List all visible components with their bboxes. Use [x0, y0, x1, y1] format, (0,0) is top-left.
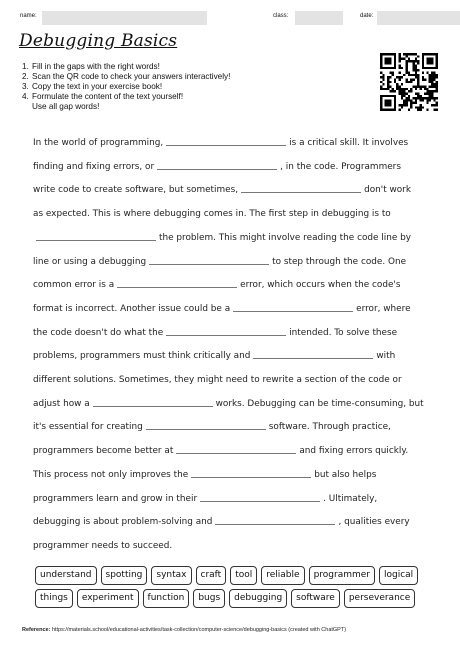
- text-segment: This process not only improves the: [33, 469, 189, 480]
- text-line: [33, 511, 431, 535]
- text-line: [33, 369, 431, 393]
- gap-blank[interactable]: [253, 348, 373, 359]
- instruction-item: 2. Scan the QR code to check your answers interactively!: [22, 72, 231, 81]
- reference-label: Reference:: [22, 627, 51, 633]
- text-segment: and fixing errors quickly.: [299, 446, 409, 457]
- text-segment: it's essential for creating: [33, 422, 143, 433]
- text-line: [33, 203, 431, 227]
- text-line: [33, 322, 431, 346]
- text-segment: programmer needs to succeed.: [33, 540, 173, 551]
- word-chip[interactable]: bugs: [193, 589, 225, 608]
- word-chip[interactable]: craft: [196, 566, 227, 585]
- worksheet-header: [20, 9, 440, 27]
- name-label: name:: [20, 13, 37, 19]
- text-segment: software. Through practice,: [268, 422, 391, 433]
- text-segment: works. Debugging can be time-consuming, but: [215, 398, 424, 409]
- word-chip[interactable]: software: [291, 589, 340, 608]
- class-field[interactable]: [295, 11, 343, 25]
- word-chip[interactable]: function: [143, 589, 190, 608]
- page-title: Debugging Basics: [19, 31, 178, 51]
- text-segment: don't work: [364, 185, 411, 196]
- text-segment: different solutions. Sometimes, they might need to rewrite a section of the code or: [33, 375, 402, 386]
- word-chip[interactable]: perseverance: [344, 589, 415, 608]
- reference-text: https://materials.school/educational-activities/task-collection/computer-science/debugging-basics (created with ChatGPT): [51, 627, 347, 633]
- word-chip[interactable]: debugging: [229, 589, 287, 608]
- text-line: [33, 488, 431, 512]
- word-bank-row: [35, 566, 435, 585]
- gap-blank[interactable]: [215, 514, 335, 525]
- text-line: [33, 251, 431, 275]
- class-label: class:: [273, 13, 289, 19]
- text-line: [33, 393, 431, 417]
- word-chip[interactable]: reliable: [261, 566, 304, 585]
- text-segment: write code to create software, but sometimes,: [33, 185, 239, 196]
- instruction-item: 1. Fill in the gaps with the right words!: [22, 62, 160, 71]
- text-segment: intended. To solve these: [289, 327, 398, 338]
- text-segment: error, where: [356, 303, 411, 314]
- text-segment: , in the code. Programmers: [280, 161, 401, 172]
- text-segment: line or using a debugging: [33, 256, 147, 267]
- text-segment: adjust how a: [33, 398, 90, 409]
- qr-code-icon[interactable]: [380, 53, 438, 111]
- word-bank-row: [35, 589, 435, 608]
- word-chip[interactable]: understand: [35, 566, 97, 585]
- date-field[interactable]: [377, 11, 460, 25]
- text-line: [33, 535, 431, 559]
- text-line: [33, 179, 431, 203]
- text-segment: common error is a: [33, 280, 115, 291]
- word-chip[interactable]: syntax: [151, 566, 191, 585]
- text-line: [33, 298, 431, 322]
- text-segment: debugging is about problem-solving and: [33, 517, 213, 528]
- gap-blank[interactable]: [36, 230, 156, 241]
- text-segment: programmers become better at: [33, 446, 174, 457]
- name-field[interactable]: [42, 11, 207, 25]
- gap-blank[interactable]: [117, 277, 237, 288]
- instruction-subitem: Use all gap words!: [32, 102, 100, 111]
- word-chip[interactable]: spotting: [101, 566, 148, 585]
- text-segment: the problem. This might involve reading the code line by: [159, 232, 412, 243]
- text-line: [33, 227, 431, 251]
- text-segment: is a critical skill. It involves: [289, 138, 409, 148]
- word-chip[interactable]: things: [35, 589, 73, 608]
- text-segment: but also helps: [314, 469, 377, 480]
- text-segment: programmers learn and grow in their: [33, 493, 198, 504]
- gap-blank[interactable]: [166, 325, 286, 336]
- text-segment: to step through the code. One: [272, 256, 407, 267]
- text-segment: problems, programmers must think critically and: [33, 351, 251, 362]
- gap-blank[interactable]: [191, 467, 311, 478]
- word-chip[interactable]: experiment: [77, 589, 139, 608]
- instruction-item: 4. Formulate the content of the text yourself!: [22, 92, 184, 101]
- text-segment: , qualities every: [338, 517, 410, 528]
- text-line: [33, 345, 431, 369]
- text-segment: error, which occurs when the code's: [240, 280, 401, 291]
- reference-line: [22, 627, 346, 633]
- gap-text-body: [33, 132, 431, 559]
- gap-blank[interactable]: [157, 159, 277, 170]
- text-line: [33, 464, 431, 488]
- text-segment: as expected. This is where debugging comes in. The first step in debugging is to: [33, 209, 391, 220]
- date-label: date:: [360, 13, 374, 19]
- instruction-item: 3. Copy the text in your exercise book!: [22, 82, 163, 91]
- word-chip[interactable]: tool: [230, 566, 257, 585]
- word-bank: [35, 566, 435, 612]
- text-line: [33, 274, 431, 298]
- instructions-list: [22, 62, 230, 112]
- text-segment: format is incorrect. Another issue could be a: [33, 303, 231, 314]
- text-line: [33, 132, 431, 156]
- text-segment: In the world of programming,: [33, 138, 164, 148]
- text-line: [33, 440, 431, 464]
- gap-blank[interactable]: [149, 254, 269, 265]
- gap-blank[interactable]: [233, 301, 353, 312]
- text-segment: finding and fixing errors, or: [33, 161, 155, 172]
- text-line: [33, 156, 431, 180]
- gap-blank[interactable]: [166, 135, 286, 146]
- text-segment: the code doesn't do what the: [33, 327, 164, 338]
- gap-blank[interactable]: [146, 419, 266, 430]
- text-segment: . Ultimately,: [323, 493, 378, 504]
- text-segment: with: [376, 351, 396, 362]
- gap-blank[interactable]: [93, 396, 213, 407]
- gap-blank[interactable]: [241, 182, 361, 193]
- gap-blank[interactable]: [200, 491, 320, 502]
- word-chip[interactable]: programmer: [309, 566, 375, 585]
- gap-blank[interactable]: [176, 443, 296, 454]
- text-line: [33, 416, 431, 440]
- word-chip[interactable]: logical: [379, 566, 418, 585]
